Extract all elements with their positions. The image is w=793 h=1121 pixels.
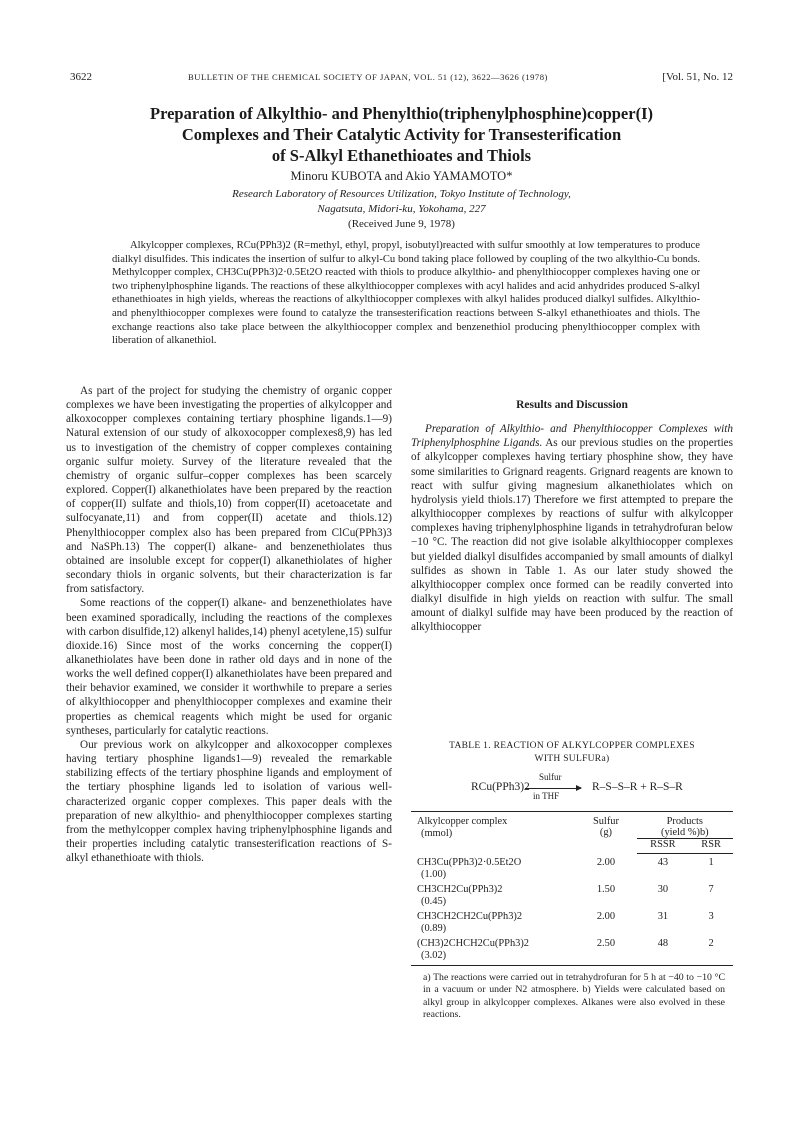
subsection-heading: Preparation of Alkylthio- and Phenylthiocopper Complexes with Triphenylphosphine Ligands. — [411, 423, 733, 450]
table-row — [411, 908, 733, 935]
page-number: 3622 — [70, 71, 92, 83]
cell-sulfur: 2.00 — [596, 910, 616, 922]
caption-line: WITH SULFURa) — [534, 754, 610, 764]
scheme-products: R–S–S–R + R–S–R — [592, 781, 683, 793]
scheme-reagent: Sulfur — [539, 772, 562, 782]
cell-complex: CH3CH2CH2Cu(PPh3)2 (0.89) — [417, 910, 523, 934]
right-column — [411, 398, 733, 635]
table-footnotes: a) The reactions were carried out in tetrahydrofuran for 5 h at −40 to −10 °C in a vacuum or under N2 atmosphere. b) Yields were calculated based on alkyl group in alkylcopper complexes. Alkanes were also evolved in these reactions. — [423, 971, 725, 1021]
cell-sulfur: 1.50 — [596, 883, 616, 895]
cell-sulfur: 2.50 — [575, 935, 636, 966]
journal-citation: BULLETIN OF THE CHEMICAL SOCIETY OF JAPAN, VOL. 51 (12), 3622—3626 (1978) — [188, 72, 548, 82]
caption-line: TABLE 1. REACTION OF ALKYLCOPPER COMPLEXES — [449, 741, 695, 751]
table-row — [411, 881, 733, 908]
table-row — [411, 935, 733, 966]
cell-rsr: 1 — [708, 857, 714, 868]
cell-complex: CH3CH2Cu(PPh3)2 (0.45) — [417, 883, 503, 907]
cell-rssr: 43 — [657, 857, 669, 868]
body-text: As our previous studies on the properties of alkylcopper complexes having tertiary phosphine show, they have some similarities to Grignard reagents. Grignard reagents are known to react with sulfur giving magnesium alkanethiolates which on hydrolysis yield thiols.17) Therefore we first attempted to prepare the alkylthiocopper complexes by reactions of sulfur with alkylcopper complexes having triphenylphosphine ligands in tetrahydrofuran below −10 °C. The reaction did not give isolable alkylthiocopper complexes but yielded dialkyl disulfides accompanied by small amounts of dialkyl sulfides as shown in Table 1. As our later study showed the alkylthiocopper complex once formed can be readily converted into dialkyl disulfide in high yields on reaction with sulfur. The small amount of dialkyl sulfide may have been produced by the reaction of alkylthiocopper — [411, 437, 734, 634]
body-paragraph — [411, 422, 733, 634]
cell-complex: (CH3)2CHCH2Cu(PPh3)2 (3.02) — [411, 935, 575, 966]
cell-sulfur: 2.00 — [596, 856, 616, 868]
body-paragraph: Our previous work on alkylcopper and alkoxocopper complexes having tertiary phosphine ligands1—9) revealed the remarkable stabilizing effects of the tertiary phosphine ligands and employment of the tertiary phosphine ligands led to isolation of various well-characterized organic copper complexes. This paper deals with the preparation of new alkylthio- and phenylthiocopper complexes starting from the methylcopper complex having triphenylphosphine ligands and their properties including catalytic transesterification reactions of S-alkyl ethanethioate with thiols. — [66, 738, 392, 865]
title-line: Preparation of Alkylthio- and Phenylthio(triphenylphosphine)copper(I) — [149, 104, 653, 123]
volume-issue: [Vol. 51, No. 12 — [662, 71, 733, 83]
authors: Minoru KUBOTA and Akio YAMAMOTO* — [290, 169, 513, 183]
reaction-arrow-icon — [525, 788, 581, 789]
cell-rsr: 2 — [689, 935, 733, 966]
cell-rssr: 31 — [657, 910, 669, 922]
affiliation-line: Nagatsuta, Midori-ku, Yokohama, 227 — [317, 203, 486, 215]
abstract: Alkylcopper complexes, RCu(PPh3)2 (R=methyl, ethyl, propyl, isobutyl)reacted with sulfur smoothly at low temperatures to produce dialkyl disulfides. This indicates the insertion of sulfur to alkyl-Cu bond taking place followed by coupling of the two alkylthio-Cu bonds. Methylcopper complex, CH3Cu(PPh3)2·0.5Et2O reacted with thiols to produce alkylthio- and phenylthiocopper complexes having one or two triphenylphosphine ligands. The reactions of these alkylthiocopper complexes with acyl halides and acid anhydrides produced S-alkyl ethanethioates in high yields, whereas the reactions of alkylthiocopper complexes with alkyl halides produced dialkyl sulfides. Alkylthio- and phenylthiocopper complexes were found to catalyze the transesterification reactions between S-alkyl ethanethioates and thiols. The exchange reactions also take place between the alkylthiocopper complex and benzenethiol producing phenylthiocopper complex with liberation of alkanethiol. — [112, 240, 700, 347]
title-line: Complexes and Their Catalytic Activity for Transesterification — [181, 125, 622, 144]
table-row — [411, 854, 733, 881]
running-head — [70, 71, 733, 87]
body-paragraph: Some reactions of the copper(I) alkane- and benzenethiolates have been examined sporadically, including the reactions of the complexes with carbon disulfide,12) alkenyl halides,14) phenyl acetylene,15) sulfur dioxide.16) Since most of the works concerning the copper(I) alkanethiolates have been done in rather old days and in none of the works the well defined copper(I) alkanethiolates have been prepared and their behavior examined, we consider it worthwhile to prepare a series of alkylthiocopper and phenylthiocopper complexes and examine their properties as chemical reagents which might be used for organic syntheses, particularly for catalytic reactions. — [66, 597, 392, 737]
header-complex: Alkylcopper complex (mmol) — [411, 812, 575, 854]
cell-rssr: 30 — [657, 883, 669, 895]
data-table — [411, 811, 733, 966]
scheme-solvent: in THF — [533, 791, 560, 801]
affiliation-line: Research Laboratory of Resources Utilization, Tokyo Institute of Technology, — [232, 188, 571, 200]
section-heading: Results and Discussion — [516, 399, 628, 411]
body-paragraph: As part of the project for studying the chemistry of organic copper complexes we have been investigating the properties of alkylcopper and alkoxocopper complexes containing tertiary phosphine ligands.1—9) Natural extension of our study of alkoxocopper complexes8,9) has led us to investigation of the chemistry of copper complexes containing organic sulfur moiety. Survey of the literature revealed that the chemistry of organic sulfur–copper complexes has been scarcely explored. Copper(I) alkanethiolates have been prepared by the reaction of copper(II) sulfate and thiols,10) from copper(II) acetoacetate and sulfocyanate,11) and from copper(II) acetate and thiols.12) Phenylthiocopper complex also has been prepared from ClCu(PPh3)3 and NaSPh.13) The copper(I) alkane- and benzenethiolates thus obtained are insoluble except for copper(I) alkanethiolates of higher secondary thiols in organic solvents, but their characterization is far from satisfactory. — [66, 385, 392, 596]
left-column — [66, 384, 392, 865]
header-rsr: RSR — [689, 839, 733, 854]
article-title — [70, 103, 733, 166]
cell-rsr: 3 — [708, 910, 714, 922]
cell-rsr: 7 — [708, 883, 714, 895]
table-1 — [411, 740, 733, 1022]
header-products: Products (yield %)b) — [637, 812, 733, 839]
cell-rssr: 48 — [637, 935, 690, 966]
title-line: of S-Alkyl Ethanethioates and Thiols — [271, 146, 532, 165]
table-header-row — [411, 812, 733, 839]
header-sulfur: Sulfur (g) — [575, 812, 636, 854]
received-date: (Received June 9, 1978) — [348, 218, 455, 230]
scheme-reactant: RCu(PPh3)2 — [471, 781, 530, 793]
header-rssr: RSSR — [637, 839, 690, 854]
reaction-scheme — [411, 769, 733, 801]
cell-complex: CH3Cu(PPh3)2·0.5Et2O (1.00) — [417, 856, 522, 880]
affiliation — [70, 187, 733, 217]
table-caption — [411, 740, 733, 766]
